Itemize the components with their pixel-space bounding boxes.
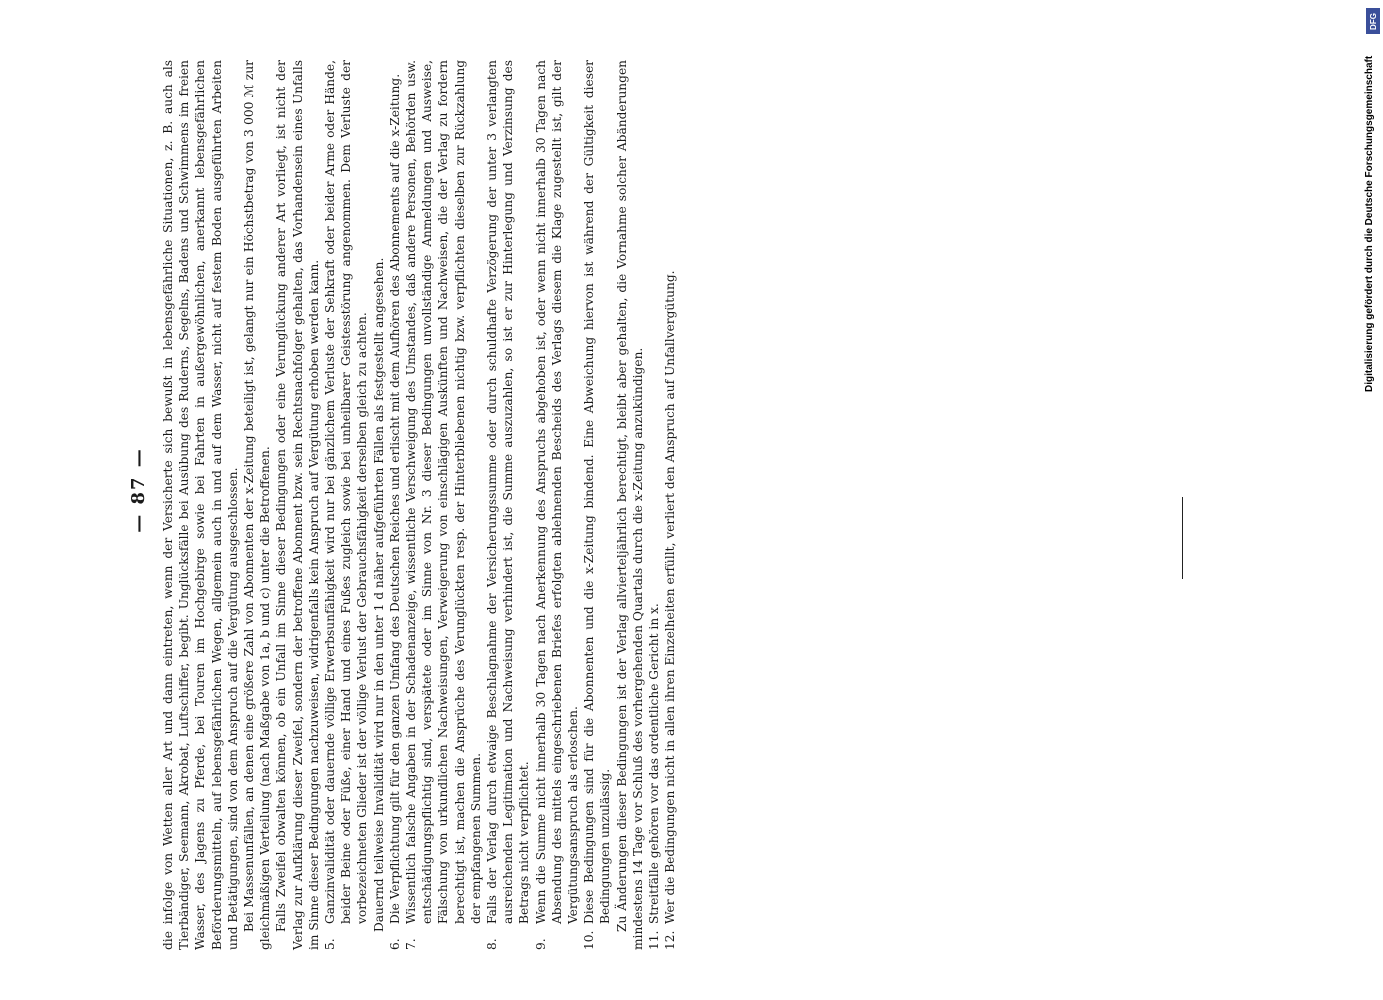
clause-number: 9. (533, 938, 548, 950)
body-paragraph: die infolge von Wetten aller Art und dann eintreten, wenn der Versicherte sich bewußt in lebensgefährliche Situationen, z. B. auch als Tierbändiger, Seemann, Akrobat, Luftschiffer, begibt. Unglücksfälle bei Ausübung des Ruderns, Segelns, Badens und Schwimmens im freien Wasser, des Jagens zu Pferde, bei Touren im Hochgebirge sowie bei Fahrten in außergewöhnlichen, anerkannt lebensgefährlichen Beförderungsmitteln, auf lebensgefährlichen Wegen, allgemein auch in und auf dem Wasser, nicht auf festem Boden ausgeführten Arbeiten und Betätigungen, sind von dem Anspruch auf die Vergütung ausgeschlossen. (161, 60, 240, 950)
page-number: — 87 — (128, 447, 149, 533)
dfg-credit: Digitalisierung gefördert durch die Deutsche Forschungsgemeinschaft (1364, 55, 1375, 392)
numbered-clause (581, 60, 613, 950)
clause-text: Wissentlich falsche Angaben in der Schadenanzeige, wissentliche Verschweigung des Umstandes, daß andere Personen, Behörden usw. entschädigungspflichtig sind, verspätete oder im Sinne von Nr. 3 dieser Bedingungen unvollständige Anmeldungen und Ausweise, Fälschung von urkundlichen Nachweisungen, Verweigerung von einschlägigen Auskünften und Nachweisen, die der Verlag zu fordern berechtigt ist, machen die Ansprüche des Verunglückten resp. der Hinterbliebenen nichtig bzw. verpflichten dieselben zur Rückzahlung der empfangenen Summen. (404, 60, 483, 924)
numbered-clause (646, 60, 662, 950)
body-paragraph: Bei Massenunfällen, an denen eine größere Zahl von Abonnenten der x-Zeitung beteiligt ist, gelangt nur ein Höchstbetrag von 3 000 ℳ zur gleichmäßigen Verteilung (nach Maßgabe von 1a, b und c) unter die Betroffenen. (242, 60, 273, 950)
section-rule (1182, 497, 1183, 579)
numbered-clause (533, 60, 582, 950)
clause-number: 8. (485, 938, 500, 950)
clause-text: Wer die Bedingungen nicht in allen ihren Einzelheiten erfüllt, verliert den Anspruch auf Unfallvergütung. (663, 270, 678, 924)
scanned-page (128, 0, 1150, 1000)
numbered-clause (403, 60, 484, 950)
numbered-clause (662, 60, 678, 950)
clause-text: Diese Bedingungen sind für die Abonnenten und die x-Zeitung bindend. Eine Abweichung hiervon ist während der Gültigkeit dieser Bedingungen unzulässig. (582, 60, 613, 924)
dfg-logo: DFG (1366, 8, 1380, 34)
clause-text: Wenn die Summe nicht innerhalb 30 Tagen nach Anerkennung des Anspruchs abgehoben ist, oder wenn nicht innerhalb 30 Tagen nach Absendung des mittels eingeschriebenen Briefes erfolgten ablehnenden Bescheids des Verlags diesem die Klage zugestellt ist, gilt der Vergütungsanspruch als erloschen. (533, 60, 581, 924)
digitization-sidebar (1360, 0, 1383, 1000)
page-body (160, 60, 740, 950)
clause-text: Die Verpflichtung gilt für den ganzen Umfang des Deutschen Reiches und erlischt mit dem Aufhören des Abonnements auf die x-Zeitung. (387, 73, 402, 924)
clause-text: Streitfälle gehören vor das ordentliche Gericht in x. (647, 603, 662, 924)
numbered-clause (387, 60, 403, 950)
numbered-clause (322, 60, 371, 950)
clause-text: Falls der Verlag durch etwaige Beschlagnahme der Versicherungssumme oder durch schuldhafte Verzögerung der unter 3 verlangten ausreichenden Legitimation und Nachweisung verhindert ist, die Summe auszuzahlen, so ist er zur Hinterlegung und Verzinsung des Betrags nicht verpflichtet. (485, 60, 532, 924)
clause-number: 7. (404, 938, 419, 950)
clause-text: Ganzinvalidität oder dauernde völlige Erwerbsunfähigkeit wird nur bei gänzlichem Verluste der Sehkraft oder beider Arme oder Hände, beider Beine oder Füße, einer Hand und eines Fußes zugleich sowie bei unheilbarer Geistesstörung angenommen. Dem Verluste der vorbezeichneten Glieder ist der völlige Verlust der Gebrauchsfähigkeit derselben gleich zu achten. (323, 60, 370, 924)
clause-number: 12. (663, 930, 678, 950)
body-paragraph: Dauernd teilweise Invalidität wird nur in den unter 1 d näher aufgeführten Fällen als festgestellt angesehen. (371, 257, 386, 932)
clause-number: 10. (582, 930, 597, 950)
page-rotated-content (128, 60, 1110, 950)
numbered-clause (484, 60, 533, 950)
clause-number: 11. (647, 930, 662, 950)
body-paragraph: Zu Änderungen dieser Bedingungen ist der Verlag allvierteljährlich berechtigt, bleibt aber gehalten, die Vornahme solcher Abänderungen mindestens 14 Tage vor Schluß des vorhergehenden Quartals durch die x-Zeitung anzukündigen. (614, 60, 645, 950)
clause-number: 6. (387, 938, 402, 950)
clause-number: 5. (323, 938, 338, 950)
body-paragraph: Falls Zweifel obwalten können, ob ein Unfall im Sinne dieser Bedingungen oder eine Verunglückung anderer Art vorliegt, ist nicht der Verlag zur Aufklärung dieser Zweifel, sondern der betroffene Abonnent bzw. sein Rechtsnachfolger gehalten, das Vorhandensein eines Unfalls im Sinne dieser Bedingungen nachzuweisen, widrigenfalls kein Anspruch auf Vergütung erhoben werden kann. (274, 60, 321, 950)
